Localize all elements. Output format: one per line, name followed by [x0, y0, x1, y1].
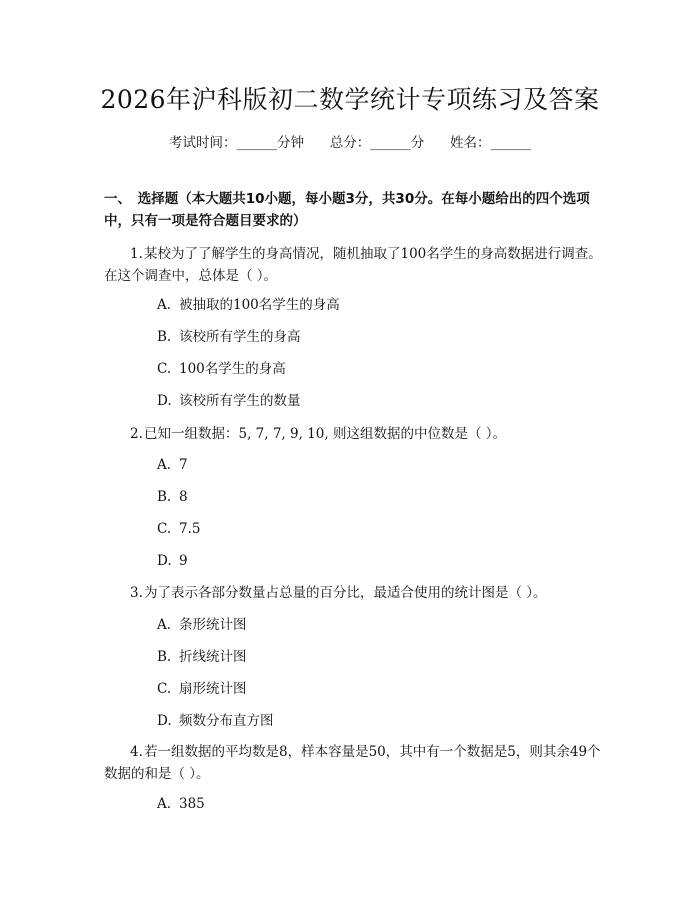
option-text: 条形统计图: [179, 617, 247, 633]
option-1b: [157, 326, 301, 348]
option-3d: [157, 710, 274, 732]
option-text: 折线统计图: [179, 649, 247, 665]
question-number: 4.: [130, 744, 143, 760]
option-text: 100名学生的身高: [179, 361, 286, 377]
option-letter: B.: [157, 649, 172, 665]
option-1c: [157, 358, 286, 380]
option-letter: A.: [157, 297, 172, 313]
page-title: 2026年沪科版初二数学统计专项练习及答案: [100, 85, 600, 114]
question-4: [104, 741, 604, 785]
question-number: 1.: [130, 246, 143, 262]
option-text: 扇形统计图: [179, 681, 247, 697]
question-text: 已知一组数据：5, 7, 7, 9, 10, 则这组数据的中位数是（ ）。: [144, 426, 506, 442]
option-text: 该校所有学生的数量: [179, 393, 301, 409]
option-2a: [157, 454, 188, 476]
option-1d: [157, 390, 301, 412]
option-3c: [157, 678, 247, 700]
question-number: 3.: [130, 585, 143, 601]
option-3b: [157, 646, 247, 668]
option-letter: B.: [157, 329, 172, 345]
option-1a: [157, 294, 340, 316]
question-2: [104, 423, 604, 445]
option-text: 385: [179, 796, 205, 812]
option-letter: A.: [157, 617, 172, 633]
option-text: 7.5: [179, 521, 201, 537]
total-score-field: 总分：______分: [329, 135, 425, 151]
question-3: [104, 582, 604, 604]
option-text: 频数分布直方图: [179, 713, 274, 729]
section-heading: 一、 选择题（本大题共10小题，每小题3分，共30分。在每小题给出的四个选项中，只有一项是符合题目要求的）: [104, 191, 590, 229]
exam-meta: [0, 131, 700, 151]
option-3a: [157, 614, 247, 636]
option-text: 8: [179, 489, 188, 505]
option-2c: [157, 518, 200, 540]
option-letter: C.: [157, 521, 172, 537]
question-text: 某校为了了解学生的身高情况，随机抽取了100名学生的身高数据进行调查。在这个调查中，总体是（ ）。: [104, 246, 602, 284]
option-letter: D.: [157, 553, 172, 569]
option-letter: C.: [157, 361, 172, 377]
question-text: 若一组数据的平均数是8，样本容量是50，其中有一个数据是5，则其余49个数据的和是（ ）。: [104, 744, 601, 782]
option-4a: [157, 793, 205, 815]
option-text: 该校所有学生的身高: [179, 329, 301, 345]
option-letter: C.: [157, 681, 172, 697]
option-text: 被抽取的100名学生的身高: [179, 297, 340, 313]
option-text: 9: [179, 553, 188, 569]
question-number: 2.: [130, 426, 143, 442]
option-letter: A.: [157, 796, 172, 812]
student-name-field: 姓名：______: [450, 135, 531, 151]
option-text: 7: [179, 457, 188, 473]
question-1: [104, 243, 604, 287]
option-2d: [157, 550, 188, 572]
option-letter: A.: [157, 457, 172, 473]
question-text: 为了表示各部分数量占总量的百分比，最适合使用的统计图是（ ）。: [144, 585, 547, 601]
exam-time-field: 考试时间：______分钟: [169, 135, 304, 151]
option-letter: B.: [157, 489, 172, 505]
option-letter: D.: [157, 713, 172, 729]
option-2b: [157, 486, 188, 508]
option-letter: D.: [157, 393, 172, 409]
